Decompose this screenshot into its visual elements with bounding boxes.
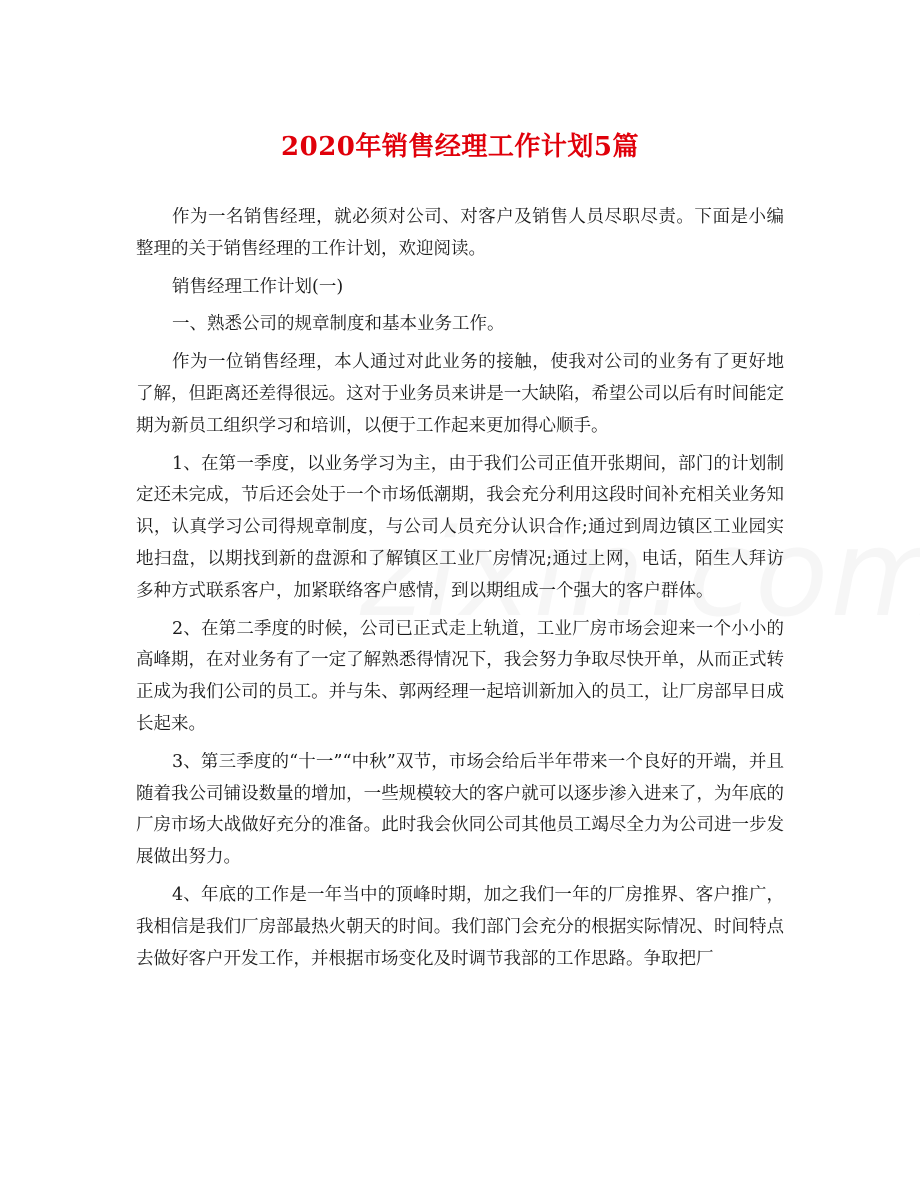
paragraph: 2、在第二季度的时候，公司已正式走上轨道，工业厂房市场会迎来一个小小的高峰期，在对业务有了一定了解熟悉得情况下，我会努力争取尽快开单，从而正式转正成为我们公司的员工。并与朱、郭两经理一起培训新加入的员工，让厂房部早日成长起来。	[136, 618, 784, 734]
intro-paragraph: 作为一名销售经理，就必须对公司、对客户及销售人员尽职尽责。下面是小编整理的关于销售经理的工作计划，欢迎阅读。	[136, 207, 784, 259]
paragraph: 3、第三季度的“十一”“中秋”双节，市场会给后半年带来一个良好的开端，并且随着我公司铺设数量的增加，一些规模较大的客户就可以逐步渗入进来了，为年底的厂房市场大战做好充分的准备。此时我会伙同公司其他员工竭尽全力为公司进一步发展做出努力。	[136, 751, 784, 868]
paragraph: 1、在第一季度，以业务学习为主，由于我们公司正值开张期间，部门的计划制定还未完成，节后还会处于一个市场低潮期，我会充分利用这段时间补充相关业务知识，认真学习公司得规章制度，与公司人员充分认识合作;通过到周边镇区工业园实地扫盘，以期找到新的盘源和了解镇区工业厂房情况;通过上网，电话，陌生人拜访多种方式联系客户，加紧联络客户感情，到以期组成一个强大的客户群体。	[136, 453, 784, 601]
paragraph: 作为一位销售经理，本人通过对此业务的接触，使我对公司的业务有了更好地了解，但距离还差得很远。这对于业务员来讲是一大缺陷，希望公司以后有时间能定期为新员工组织学习和培训，以便于工作起来更加得心顺手。	[136, 352, 784, 436]
section-heading: 销售经理工作计划(一)	[172, 276, 344, 297]
subsection-heading: 一、熟悉公司的规章制度和基本业务工作。	[172, 314, 505, 335]
document-body	[136, 202, 784, 981]
document-title: 2020年销售经理工作计划5篇	[281, 132, 639, 162]
paragraph: 4、年底的工作是一年当中的顶峰时期，加之我们一年的厂房推界、客户推广，我相信是我们厂房部最热火朝天的时间。我们部门会充分的根据实际情况、时间特点去做好客户开发工作，并根据市场变化及时调节我部的工作思路。争取把厂	[136, 884, 784, 969]
